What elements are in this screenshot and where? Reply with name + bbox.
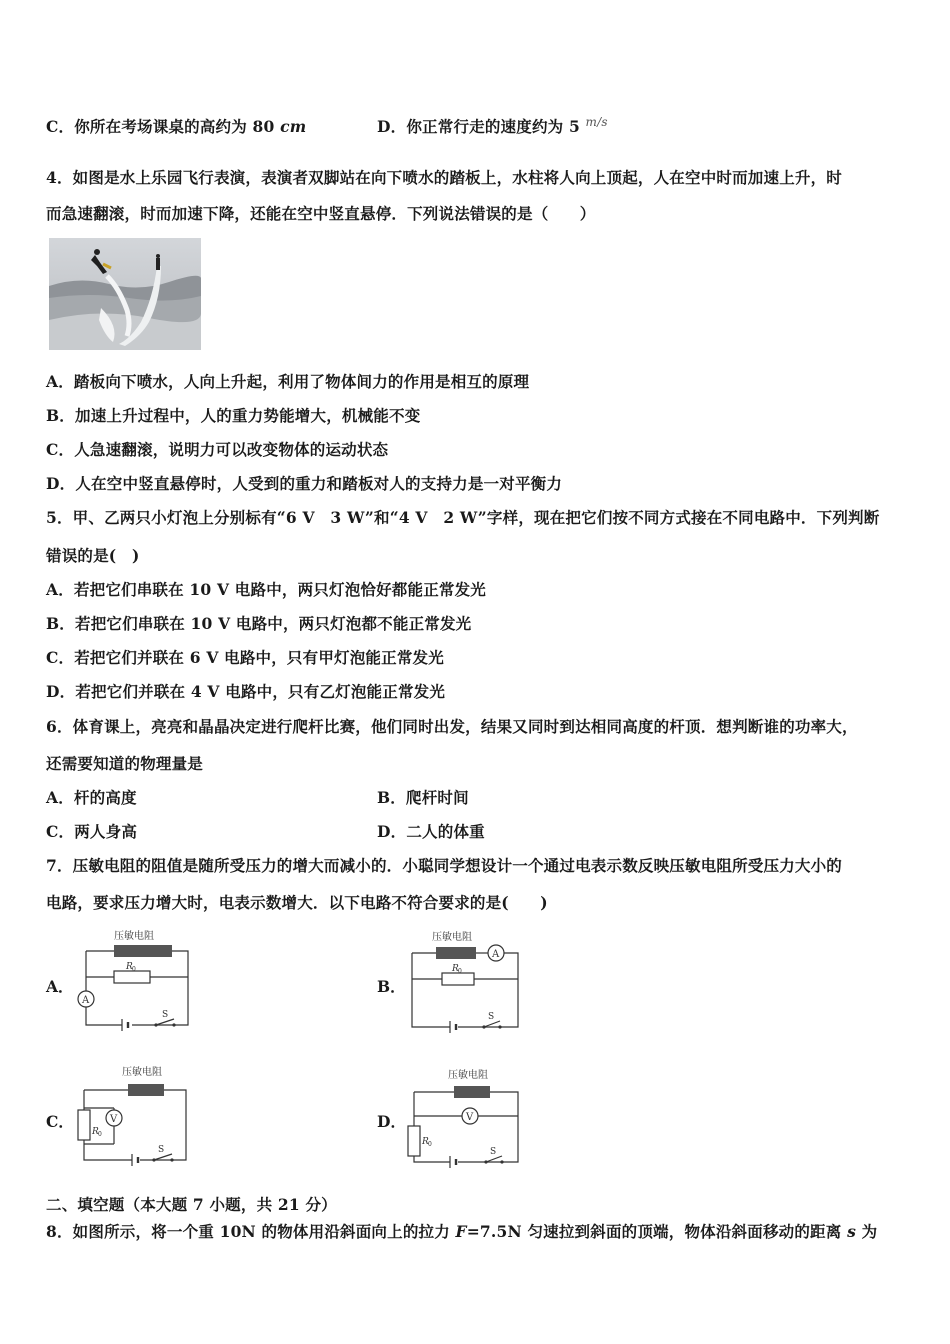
circuit-a [70,925,200,1033]
svg-text:S: S [488,1012,495,1022]
pressure-sensor-resistor [128,1084,164,1096]
voltmeter-symbol: V [466,1112,474,1123]
svg-text:压敏电阻: 压敏电阻 [448,1070,488,1081]
q5-option-b: B．若把它们串联在 10 V 电路中，两只灯泡都不能正常发光 [46,614,472,633]
circuit-c [70,1060,200,1168]
svg-text:0: 0 [98,1131,102,1138]
svg-text:压敏电阻: 压敏电阻 [122,1067,162,1078]
q6-option-c: C．两人身高 [46,822,138,841]
voltmeter-symbol: V [110,1114,118,1125]
q7-label-d: D． [377,1112,406,1131]
q6-option-d: D．二人的体重 [377,822,485,841]
q4-option-b: B．加速上升过程中，人的重力势能增大，机械能不变 [46,406,421,425]
ammeter-symbol: A [82,995,90,1006]
q5-stem-line1: 5．甲、乙两只小灯泡上分别标有“6 V 3 W”和“4 V 2 W”字样，现在把它们按不同方式接在不同电路中．下列判断 [46,508,880,527]
q4-option-d: D．人在空中竖直悬停时，人受到的重力和踏板对人的支持力是一对平衡力 [46,474,563,493]
svg-text:R: R [92,1127,99,1137]
q4-option-c: C．人急速翻滚，说明力可以改变物体的运动状态 [46,440,389,459]
q5-stem-line2: 错误的是( ) [46,546,140,565]
q4-stem-line2: 而急速翻滚，时而加速下降，还能在空中竖直悬停．下列说法错误的是（ ） [46,204,596,223]
svg-text:0: 0 [458,968,462,975]
svg-text:S: S [490,1147,497,1157]
q5-option-a: A．若把它们串联在 10 V 电路中，两只灯泡恰好都能正常发光 [46,580,487,599]
flyboard-photo [49,238,201,350]
q7-label-b: B． [377,977,406,996]
q7-stem-line1: 7．压敏电阻的阻值是随所受压力的增大而减小的．小聪同学想设计一个通过电表示数反映压敏电阻所受压力大小的 [46,856,842,875]
svg-text:S: S [158,1145,165,1155]
q7-label-a: A． [46,977,74,996]
pressure-sensor-resistor [114,945,172,957]
q7-label-c: C． [46,1112,74,1131]
svg-text:0: 0 [428,1141,432,1148]
svg-text:压敏电阻: 压敏电阻 [432,932,472,943]
svg-text:S: S [162,1010,169,1020]
q7-stem-line2: 电路，要求压力增大时，电表示数增大．以下电路不符合要求的是( ) [46,893,548,912]
svg-text:R: R [452,964,459,974]
q5-option-c: C．若把它们并联在 6 V 电路中，只有甲灯泡能正常发光 [46,648,444,667]
pressure-sensor-resistor [436,947,476,959]
pressure-sensor-resistor [454,1086,490,1098]
ammeter-symbol: A [492,949,500,960]
q5-option-d: D．若把它们并联在 4 V 电路中，只有乙灯泡能正常发光 [46,682,446,701]
q4-stem-line1: 4．如图是水上乐园飞行表演，表演者双脚站在向下喷水的踏板上，水柱将人向上顶起，人在空中时而加速上升，时 [46,168,842,187]
q3-option-c: C．你所在考场课桌的高约为 80 cm [46,117,307,136]
circuit-b [400,925,530,1033]
q8-stem: 8．如图所示，将一个重 10N 的物体用沿斜面向上的拉力 F=7.5N 匀速拉到斜面的顶端，物体沿斜面移动的距离 s 为 [46,1222,878,1241]
circuit-d [400,1060,530,1168]
q6-stem-line1: 6．体育课上，亮亮和晶晶决定进行爬杆比赛，他们同时出发，结果又同时到达相同高度的杆顶．想判断谁的功率大， [46,717,858,736]
svg-text:0: 0 [132,966,136,973]
q3-option-d: D．你正常行走的速度约为 5 $^{m/s}$ [377,115,608,136]
svg-text:R: R [126,962,133,972]
q6-stem-line2: 还需要知道的物理量是 [46,754,204,773]
section-2-title: 二、填空题（本大题 7 小题，共 21 分） [46,1195,337,1214]
q6-option-a: A．杆的高度 [46,788,137,807]
q6-option-b: B．爬杆时间 [377,788,469,807]
svg-text:压敏电阻: 压敏电阻 [114,931,154,942]
q4-option-a: A．踏板向下喷水，人向上升起，利用了物体间力的作用是相互的原理 [46,372,530,391]
svg-text:R: R [422,1137,429,1147]
